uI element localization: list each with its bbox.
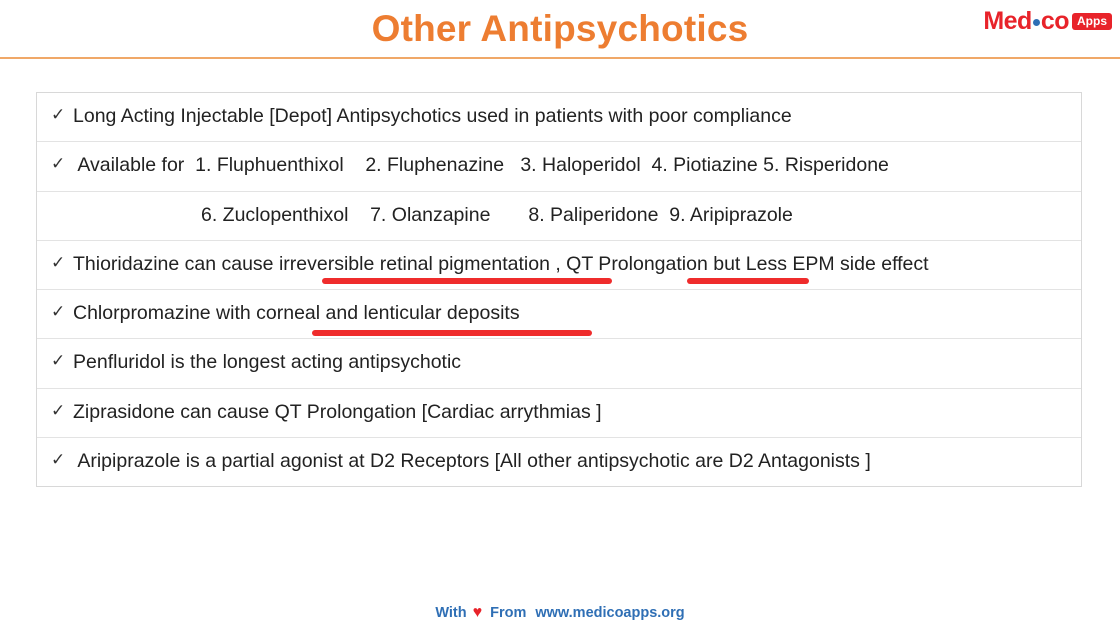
logo-brand-left: Med (983, 6, 1032, 35)
list-item (37, 93, 1081, 142)
list-item (37, 389, 1081, 438)
list-item (37, 241, 1081, 290)
list-item (37, 142, 1081, 191)
highlight-underline (322, 278, 612, 284)
highlight-underline (687, 278, 809, 284)
list-item-text: Available for 1. Fluphuenthixol 2. Fluphenazine 3. Haloperidol 4. Piotiazine 5. Risperidone (73, 154, 889, 177)
logo-brand-right: co (1040, 6, 1069, 35)
list-item-text: Aripiprazole is a partial agonist at D2 Receptors [All other antipsychotic are D2 Antagonists ] (73, 449, 871, 472)
footer-url-link[interactable]: www.medicoapps.org (535, 605, 685, 621)
logo-brand-text (983, 6, 1069, 35)
slide-header (0, 0, 1120, 62)
check-icon: ✓ (51, 105, 66, 124)
heart-icon: ♥ (472, 604, 483, 621)
list-item-text: Ziprasidone can cause QT Prolongation [Cardiac arrythmias ] (73, 400, 602, 423)
header-divider (0, 57, 1120, 59)
list-item-text: Thioridazine can cause irreversible retinal pigmentation , QT Prolongation but Less EPM side effect (73, 252, 929, 275)
list-item (37, 438, 1081, 486)
page-title: Other Antipsychotics (371, 8, 749, 49)
logo-apps-badge: Apps (1072, 13, 1112, 30)
logo-dot-icon (1033, 19, 1040, 26)
check-icon: ✓ (51, 400, 66, 420)
check-icon: ✓ (51, 302, 66, 321)
slide-footer (0, 604, 1120, 622)
list-item-text: Penfluridol is the longest acting antipsychotic (73, 351, 462, 374)
highlight-underline (312, 330, 592, 336)
list-item-text: Chlorpromazine with corneal and lenticular deposits (73, 302, 520, 324)
check-icon: ✓ (51, 154, 66, 174)
check-icon: ✓ (51, 252, 66, 272)
medicoapps-logo (983, 4, 1112, 38)
list-item (37, 290, 1081, 339)
content-card (36, 92, 1082, 487)
footer-from-label: From (490, 605, 527, 621)
check-icon: ✓ (51, 351, 66, 371)
list-item (37, 339, 1081, 388)
list-item-text: Long Acting Injectable [Depot] Antipsychotics used in patients with poor compliance (73, 105, 792, 127)
list-item-continuation (37, 192, 1081, 241)
list-item-text: 6. Zuclopenthixol 7. Olanzapine 8. Paliperidone 9. Aripiprazole (201, 203, 793, 226)
footer-with-label: With (435, 605, 467, 621)
check-icon: ✓ (51, 449, 66, 469)
